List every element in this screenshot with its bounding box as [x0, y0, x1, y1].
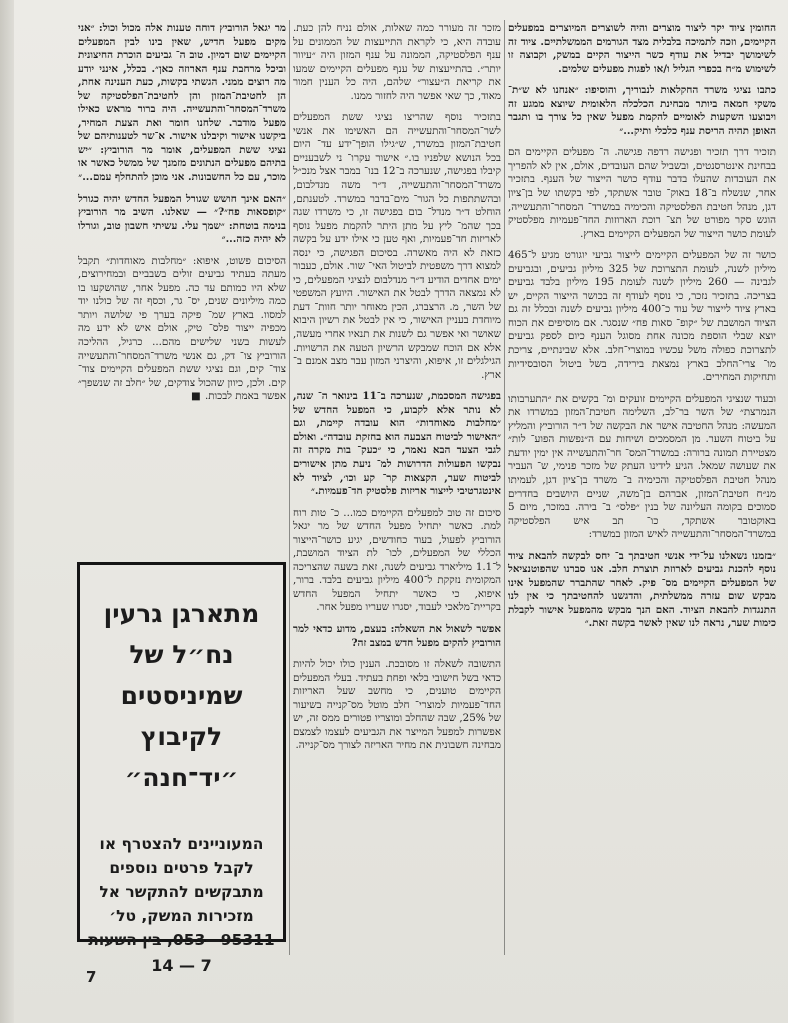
ad-headline: מתארגן גרעין נח״ל של שמיניסטים לקיבוץ ״יד־חנה״ — [103, 599, 260, 792]
paragraph-text: הסיכום פשוט, איפוא: ״מחלבות מאוחדות״ תקבל מעתה בעתיד גביעים זולים בשבביים ובמחירוצים, שלא היו כמותם עד כה. מפעל אחר, שהושקעו בו כמה מיליונים שנים, יס־ גר, וכסף זה של כולנו יוד למסוו. בארץ שמ־ פיקה בערך פי שלושה ויותר מכפיה ייצור פלס־ טיק, אולם איש לא ידע מה לעשות בשני שלישים מהם... כרגיל, ההליכה הורוביץ צו־ דק, גם אנשי משרד־המסחר־והתעשייה צוד־ קים, וגם נציגי ששת המפעלים הקיימים צוד־ קים. ולכן, כיוון שהכול צודקים, של ״חלב זה שנשפך״ אפשר באמת לבכות. — [78, 254, 286, 403]
page-number: 7 — [86, 968, 97, 986]
paragraph: אפשר לשאול את השאלה: בעצם, מדוע כדאי למר הורוביץ להקים מפעל חדש במצב זה? — [293, 622, 501, 649]
paragraph: מזכר זה מעורר כמה שאלות, אולם נניח להן כעת. עובדה היא, כי לקראת התייעצות של הממונים על ענף הפלסטיקה, הממונה על ענף המזון היה ״עיוור יותר״. בהתייעצות של ענף מפעלים הקיימים שמעו את קריאת ה״עצור״ שלהם, היה כל הענין חמור מאוד, כך שאי אפשר היה לחזור ממנו. — [293, 22, 501, 102]
ad-body: המעוניינים להצטרף או לקבל פרטים נוספים מתבקשים להתקשר אל מזכירות המשק, טל׳ 95311—053, בין השעות — [88, 835, 275, 949]
paragraph — [78, 255, 286, 404]
paragraph: תזכיר דרך תזכיר ופגישה רדפה פגישה. ה־ מפעלים הקיימים הם בבחינת אינטרסנטים, ובשביל שהם העובדים, אולם, אין לא להפריך את העובדות שהעלו בדבר עודף כושר הייצור של הענף. בתזכיר אחר, שנשלח ב־18 באוק־ טובר אשתקד, לפי בקשתו של בן־ציון דגן, מנהל חטיבת הפלסטיקה והכימיה במשרד־ המסחר־והתעשייה, הוגש סקר מפורט של תצ־ רוכת הארוזות החד־פעמיות מפלסטיק לעומת כושר הייצור של המפעלים הקיימים בארץ. — [508, 146, 776, 240]
column-divider — [504, 20, 505, 955]
article-column-left — [78, 22, 286, 542]
paragraph: סיכום זה טוב למפעלים הקיימים כמו... כ־ טות רוח למת. כאשר יתחיל מפעל החדש של מר יגאל הורוביץ לפעול, בעוד כחודשים, יגיע כושר־הייצור הכללי של המפעלים, לכו־ לת הציוד המושבת, ל־1.1 מיליארד גביעים לשנה, זאת בשעה שהצריכה המקומית נזקקת ל־400 מיליון גביעים בלבד. ברור, איפוא, כי כאשר יתחיל המפעל החדש בקריית־מלאכי לעבוד, יסגרו שעריו מפעל אחר. — [293, 506, 501, 614]
article-column-right — [508, 22, 776, 952]
end-of-article-mark: ■ — [190, 390, 202, 403]
ad-hours: 14 — 7 — [151, 956, 212, 975]
paragraph: כתבו נציגי משרד החקלאות לנבוריך, והוסיפו: ״אנחנו לא ש״ת־ משקי חמאה ביותר מבחינת הכלכלה הלאומית שיוצא ממגע זה ויבוצעו השקעות לאומיים להקמת מפעל שאין כל צורך בו ותגבר האופן תהיה הריסת ענף כלכלי ותיק...״ — [508, 84, 776, 137]
column-divider — [289, 20, 290, 955]
paragraph: בפגישה המסכמת, שנערכה ב־11 בינואר ה־ שנה, לא נותר אלא לקבוע, כי המפעל החדש של ״מחלבות מאוחדות״ הוא עובדה קיימת, וגם ״האישור לביטוח הצבעה הוא בחזקת עובדה״. ואולם לגבי הצעד הבא נאמר, כי ״כעק־ בות מקרה זה נבקשו הפעולות הדרושות למ־ ניעת מתן אישורים לביטוח שער, הקצאות קר־ קע וכו׳, לציוד לא אינטגרטיבי לייצור אריזות פלסטיק חד־פעמיות.״ — [293, 390, 501, 498]
paragraph: בתזכיר נוסף שהריצו נציגי ששת המפעלים לשר־המסחר־והתעשייה הם האשימו את אנשי חטיבת־המזון במשרד, ש״גילו הופך־ידע עד־ היום בכל הנושא שלפניו בו.״ אישור עקרו־ ני לשבעניים קיבלו בפגישה, שנערכה ב־12 בנו־ במבר אצל מנכ״ל משרד־המסחר־והתעשייה, ד״ר משה מנדלבום, ובהשתתפות כל הגור־ מים־בדבר במשרד. לטענתם, הוחלט ד״ר מנדל־ בום בפגישה זו, כי משרדו שגה בכך שהמ־ ליץ על מתן היתר להקמת מפעל נוסף לאריזות חד־פעמיות, ואף טען כי אילו ידע על בקשה כזאת לא היה מאשרה. בסיכום הפגישה, כי ינסה למצוא דרך משפטית לביטול האי־ שור. אולם, כעבור ימים אחדים הודיע ד״ר מנדלבום לנציגי המפעלים, כי לא נמצאה הדרך לבטל את האישור. היועץ המשפטי של השר, מ. הרצברג, הכין מאוחר יותר חוות־ דעת מיוחדת בעניין האישור, כי אין לבטל את רשיון היבוא שאושר ואי אפשר גם לשנות את תנאיו אחרי מעשה, אלא אם הוכח שמבקש הרשיון הטעה את הרשויות. הגילגלים זו, איפוא, והיצרני המזון עבר מצב אמנם ב־ ארץ. — [293, 111, 501, 381]
article-column-middle — [293, 22, 501, 952]
page-binding-edge — [0, 0, 14, 1023]
paragraph: התשובה לשאלה זו מסובכת. הענין כולו יכול להיות כדאי בשל חישובי בלאי ופחת בעתיד. בעלי המפעלים הקיימים טוענים, כי מחשב שעל האריזות החד־פעמיות למוצרי־ חלב מוטל מס־קנייה בשיעור של 25%, שבה שהחלב ומוצריו פטורים ממס זה, יש אפשרות למפעל המייצר את הגביעים לעצמו לצמצם מבחינה חשבונית את מחיר האריזה לצורך מס־קנייה. — [293, 658, 501, 752]
paragraph: ובעוד שנציגי המפעלים הקיימים זועקים ומ־ בקשים את ״התערבותו הנמרצת״ של השר בר־לב, השלימה חטיבת־המזון במשרדו את המעשה: מנהל החטיבה אישר את הבקשה של ד״ר הורוביץ והמליץ על ביטוח השער. מן המסמכים ושיחות עם ה״נפשות הפוע־ לות״ מצטיירת תמונה ברורה: במשרד־המס־ חר־והתעשייה אין ימין יודעת את שעושה שמאל. הגיע לידינו העתק של מזכר פנימי, ש־ העביר מנהל חטיבת הפלסטיקה והכימיה ב־ משרד בן־ציון דגן, לעמיתו מנ״ח חטיבת־המזון, אברהם בן־משה, שניים היושבים בחדרים סמוכים בקומה העליונה של בנין ״פלס״ ב־ בירה. במזכר, מיום 5 באוקטובר אשתקד, כו־ תב איש הפלסטיקה במשרד־המסחר־והתעשייה לאיש המזון במשרד: — [508, 392, 776, 541]
nahal-recruitment-advertisement — [77, 562, 286, 975]
paragraph: מר יגאל הורוביץ דוחה טענות אלה מכול וכול: ״אני מקים מפעל חדיש, שאין בינו לבין המפעלים הקיימים שום דמיון. טוב ה־ גביעים הוכרת החיצונית וביכל מרחבת ענף הארוזה כאן״. בכלל, אינני יודע מה רוצים ממני. הגשתי בקשות, כעת הענינה אחת, הן לחטיבת־המזון והן לחטיבת־הפלסטיקה של משרד־המסחר־והתעשייה. היה ברור מראש כאילו מפעל מודבר. שלחנו חומר ואת הצעת המחיר, ביקשנו אישור וקיבלנו אישור. א־שר לטענותיהם של נציגי ששת המפעלים, אומר מר הורוביץ: ״יש בתיהם מפעלים הנתונים מזמנך של ממשל כאשר או מוכר, עם כל החשבונות. אני מוכן להתחלף עמם...״ — [78, 22, 286, 184]
paragraph: ״בזמנו נשאלנו על־ידי אנשי חטיבתך ב־ יחס לבקשה להבאת ציוד נוסף להכנת גביעים לארוזת תוצרת חלב. אנו סברנו שהפוטנציאל של המפעלים הקיימים מס־ פיק. לאחר שהתברר שהמפעל אינו מבקש שום עזרה ממשלתית, והדגשנו להחטיבתך כי אין לנו התנגדות להבאת הציוד. האם הנך מבקש מהמפעל אישור לקבלת כימות שער, נראה לנו שאין לאשר בקשה זאת.״ — [508, 549, 776, 630]
paragraph: החומין ציוד יקר ליצור מוצרים והיה לשוצרים המיוצרים במפעלים הקיימים, וזכה לתמיכה בלבלית מצד הגורמים הממשלתיים. ציוד זה לשימושך יבדיל את עודף כשר הייצור הקיים במשק, וקבוצה זו לשימוש מ״ח בכפרי הגליל ו/או לפגות מפעלים שלמים. — [508, 22, 776, 75]
paragraph: ״האם אינך חושש שגורל המפעל החדש יהיה כגורל ״קופסאות פח״?״ — שאלנו. השיב מר הורוביץ בנימה בוטחת: ״שמך עלי. עשיתי חשבון טוב, וגורלו לא יהיה כזה...״ — [78, 192, 286, 246]
paragraph: כושר זה של המפעלים הקיימים לייצור גביעי יוגורט מגיע ל־465 מיליון לשנה, לעומת התצרוכת של 325 מיליון גביעים, ובגביעים לגבינה — 260 מיליון לשנה לעומת 195 מיליון בלבד גביעים בצריכה. בתזכיר נזכר, כי נוסף לעודף זה בכושר הייצור הקיים, יש בארץ ציוד לייצור של עוד כ־400 מיליון גביעים לשנה ובכלל זה גם הציוד המושבת של ״קופ־ סאות פח״ שנסגר. אם מוסיפים את הכוח יוצא שבלי הוספת מכונה אחת מסוגל הענף כיום לספק גביעים לתצרוכת כפולה משל עכשיו במוצרי־חלב. אלא שבינתיים, צריכת מו־ צרי־החלב בארץ נמצאת בירידה, בשל ביטול הסובסידיות ותחיקות המחירים. — [508, 249, 776, 384]
